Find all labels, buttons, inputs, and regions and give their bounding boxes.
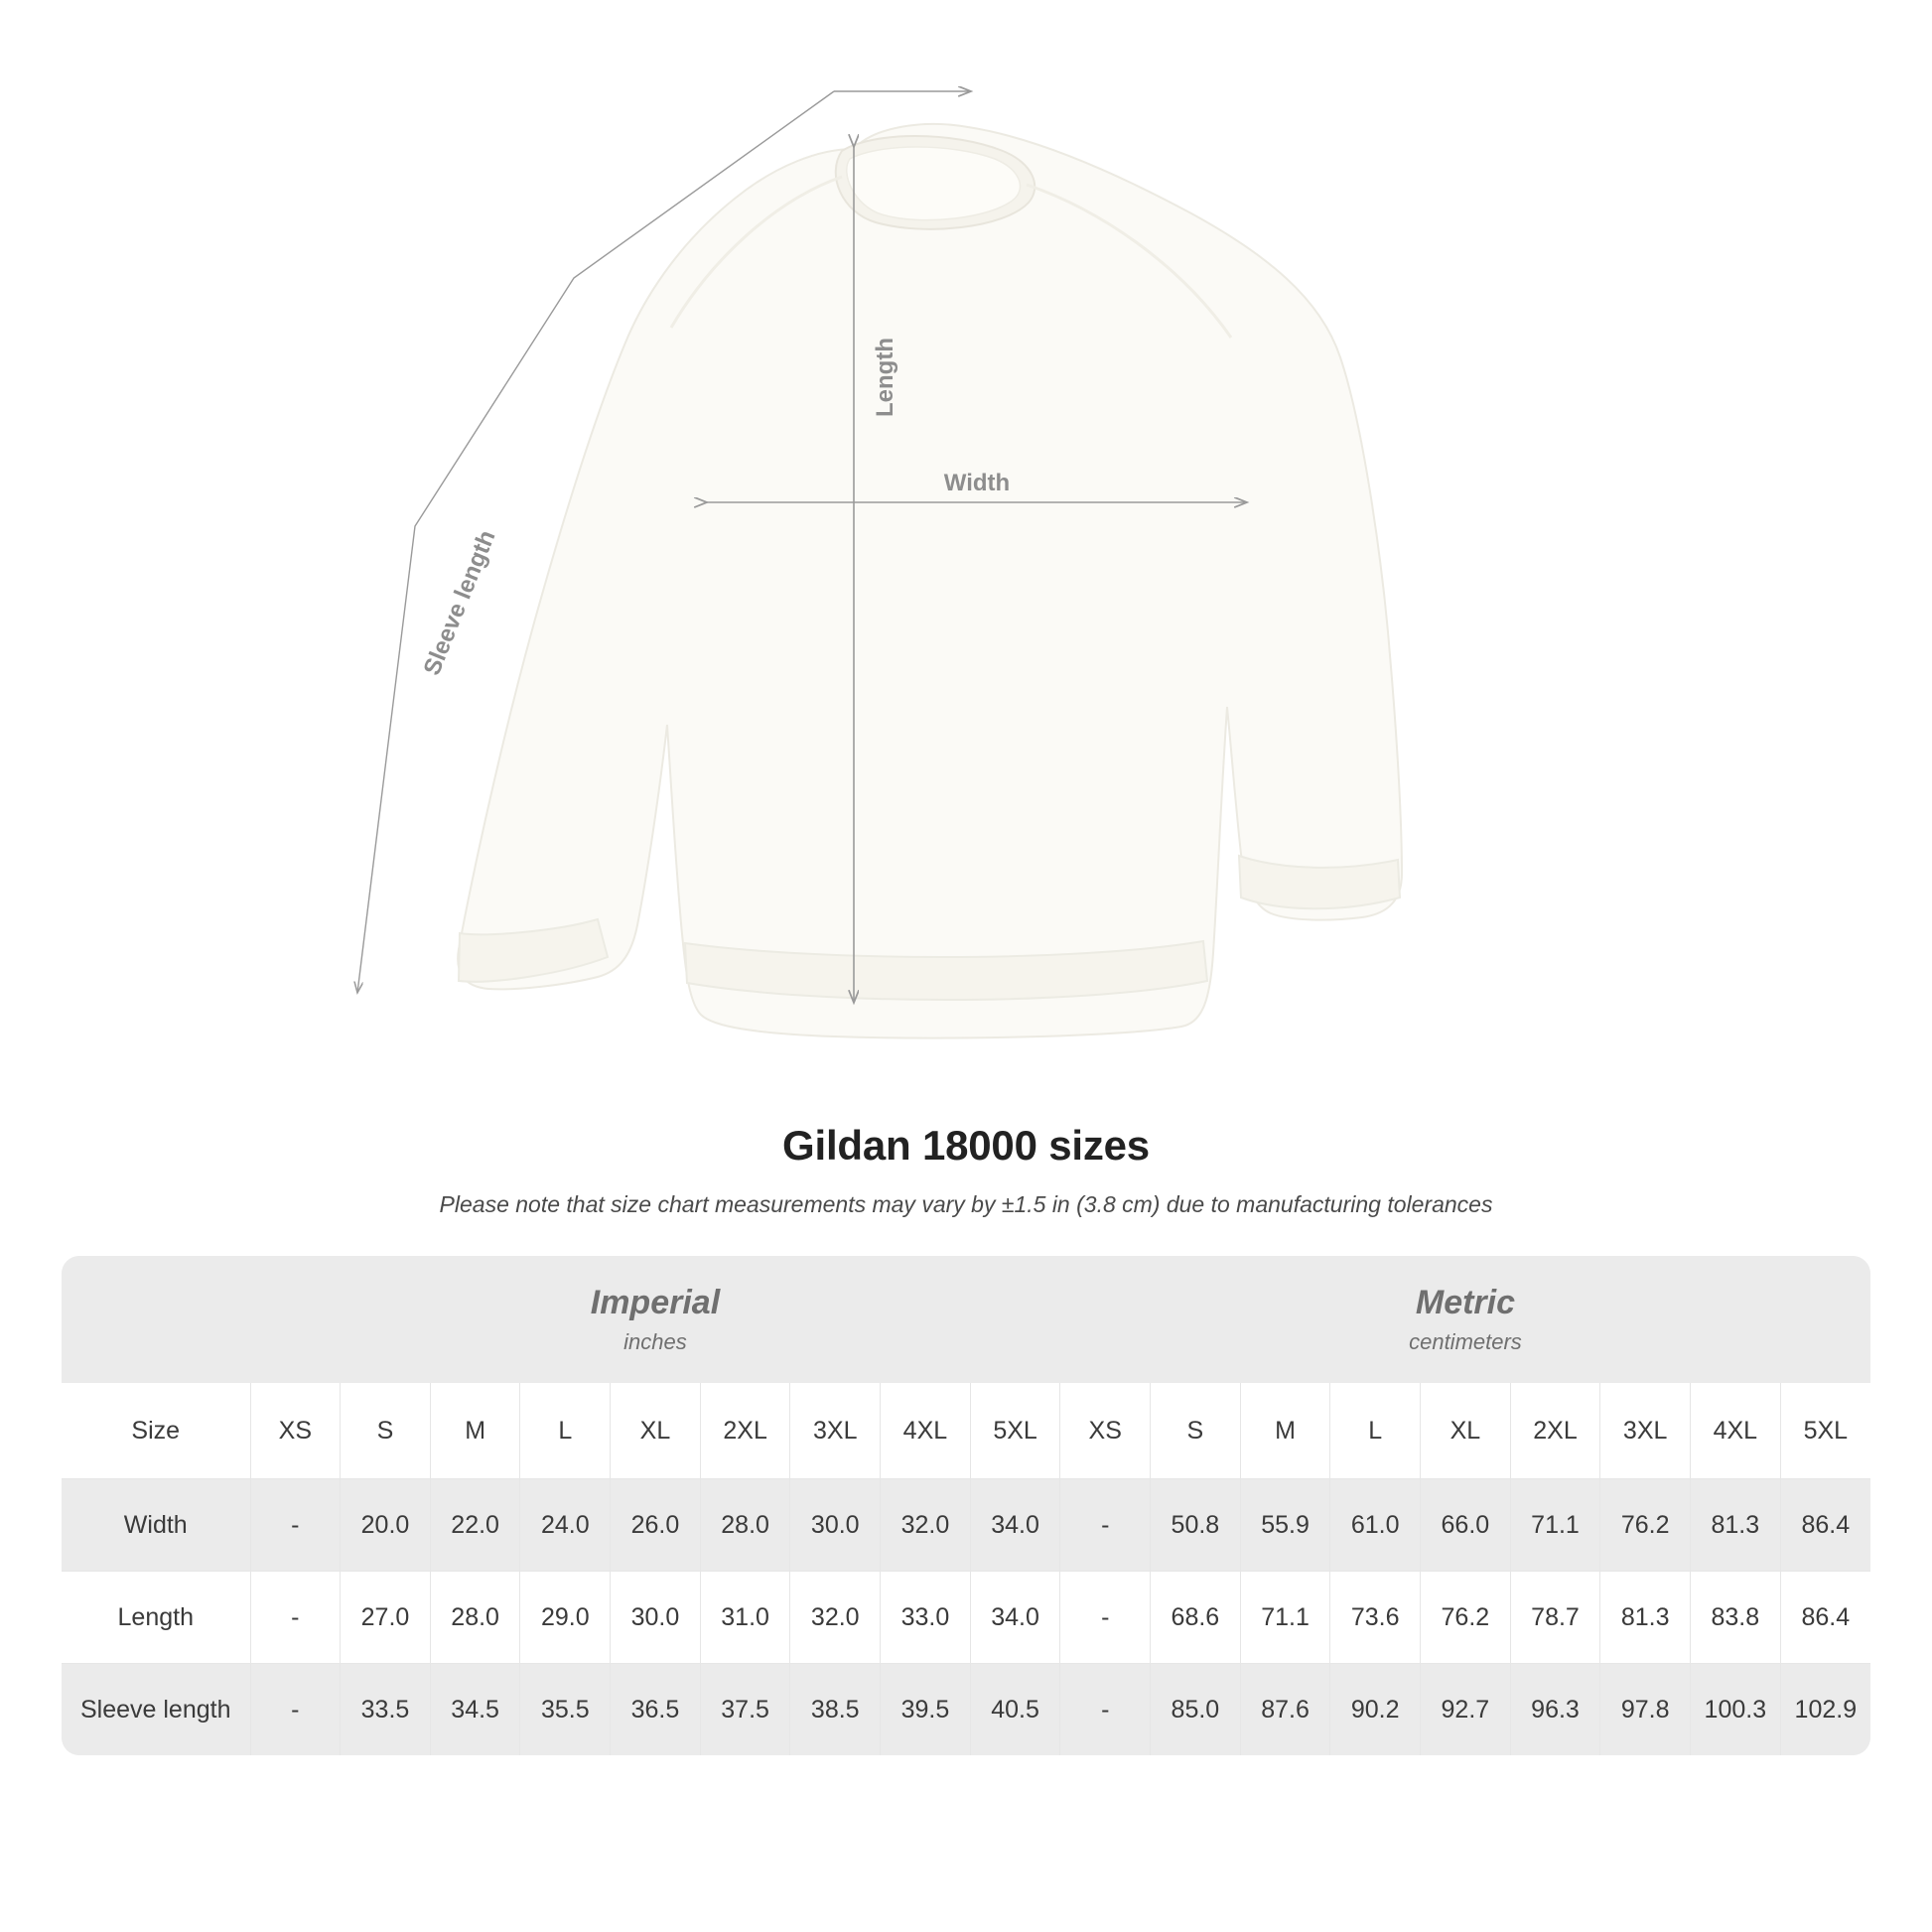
cell-width-metric-l: 61.0 bbox=[1330, 1479, 1421, 1572]
header-metric-xs: XS bbox=[1060, 1383, 1151, 1479]
cell-length-metric-xl: 76.2 bbox=[1421, 1572, 1511, 1664]
cell-length-metric-m: 71.1 bbox=[1240, 1572, 1330, 1664]
size-header-row bbox=[62, 1383, 1870, 1479]
cell-width-imperial-m: 22.0 bbox=[430, 1479, 520, 1572]
cell-width-metric-m: 55.9 bbox=[1240, 1479, 1330, 1572]
header-metric-xl: XL bbox=[1421, 1383, 1511, 1479]
table-row bbox=[62, 1664, 1870, 1756]
cell-width-metric-5xl: 86.4 bbox=[1780, 1479, 1870, 1572]
header-imperial-m: M bbox=[430, 1383, 520, 1479]
cell-length-imperial-3xl: 32.0 bbox=[790, 1572, 881, 1664]
header-imperial-4xl: 4XL bbox=[881, 1383, 971, 1479]
cell-width-metric-xs: - bbox=[1060, 1479, 1151, 1572]
cell-sleeve-metric-xs: - bbox=[1060, 1664, 1151, 1756]
cell-sleeve-metric-l: 90.2 bbox=[1330, 1664, 1421, 1756]
header-metric-5xl: 5XL bbox=[1780, 1383, 1870, 1479]
cell-width-metric-2xl: 71.1 bbox=[1510, 1479, 1600, 1572]
cell-length-imperial-m: 28.0 bbox=[430, 1572, 520, 1664]
header-imperial-l: L bbox=[520, 1383, 611, 1479]
cell-length-imperial-xl: 30.0 bbox=[611, 1572, 701, 1664]
cell-sleeve-imperial-m: 34.5 bbox=[430, 1664, 520, 1756]
header-imperial-3xl: 3XL bbox=[790, 1383, 881, 1479]
garment-shape bbox=[458, 124, 1402, 1038]
cell-length-imperial-4xl: 33.0 bbox=[881, 1572, 971, 1664]
cell-width-imperial-2xl: 28.0 bbox=[700, 1479, 790, 1572]
row-label-length: Length bbox=[62, 1572, 250, 1664]
title-block bbox=[0, 1122, 1932, 1218]
header-metric-l: L bbox=[1330, 1383, 1421, 1479]
cell-width-metric-s: 50.8 bbox=[1151, 1479, 1241, 1572]
unit-header-metric bbox=[1060, 1256, 1870, 1383]
cell-width-imperial-s: 20.0 bbox=[341, 1479, 431, 1572]
table-row bbox=[62, 1572, 1870, 1664]
cell-width-imperial-l: 24.0 bbox=[520, 1479, 611, 1572]
header-metric-3xl: 3XL bbox=[1600, 1383, 1691, 1479]
header-imperial-s: S bbox=[341, 1383, 431, 1479]
size-header-label: Size bbox=[62, 1383, 250, 1479]
cell-sleeve-metric-5xl: 102.9 bbox=[1780, 1664, 1870, 1756]
header-metric-s: S bbox=[1151, 1383, 1241, 1479]
cell-width-imperial-xs: - bbox=[250, 1479, 341, 1572]
cell-length-metric-3xl: 81.3 bbox=[1600, 1572, 1691, 1664]
unit-header-row bbox=[62, 1256, 1870, 1383]
width-label: Width bbox=[943, 470, 1011, 496]
header-metric-m: M bbox=[1240, 1383, 1330, 1479]
table-row bbox=[62, 1479, 1870, 1572]
cell-width-imperial-5xl: 34.0 bbox=[970, 1479, 1060, 1572]
cell-length-metric-2xl: 78.7 bbox=[1510, 1572, 1600, 1664]
cell-sleeve-imperial-5xl: 40.5 bbox=[970, 1664, 1060, 1756]
cell-sleeve-imperial-xl: 36.5 bbox=[611, 1664, 701, 1756]
cell-length-imperial-l: 29.0 bbox=[520, 1572, 611, 1664]
cell-sleeve-imperial-s: 33.5 bbox=[341, 1664, 431, 1756]
length-label: Length bbox=[872, 338, 898, 417]
page-title: Gildan 18000 sizes bbox=[782, 1122, 1150, 1169]
header-metric-2xl: 2XL bbox=[1510, 1383, 1600, 1479]
cell-length-imperial-xs: - bbox=[250, 1572, 341, 1664]
cell-length-metric-xs: - bbox=[1060, 1572, 1151, 1664]
header-metric-4xl: 4XL bbox=[1691, 1383, 1781, 1479]
sleeve-length-label: Sleeve length bbox=[418, 526, 501, 679]
metric-name: Metric bbox=[1415, 1284, 1516, 1322]
cell-sleeve-metric-s: 85.0 bbox=[1151, 1664, 1241, 1756]
cell-width-imperial-3xl: 30.0 bbox=[790, 1479, 881, 1572]
cell-sleeve-metric-m: 87.6 bbox=[1240, 1664, 1330, 1756]
size-table bbox=[62, 1256, 1870, 1755]
row-label-sleeve-length: Sleeve length bbox=[62, 1664, 250, 1756]
cell-width-imperial-xl: 26.0 bbox=[611, 1479, 701, 1572]
imperial-name: Imperial bbox=[590, 1284, 721, 1322]
cell-sleeve-imperial-4xl: 39.5 bbox=[881, 1664, 971, 1756]
cell-length-imperial-5xl: 34.0 bbox=[970, 1572, 1060, 1664]
cell-sleeve-imperial-l: 35.5 bbox=[520, 1664, 611, 1756]
cell-length-metric-l: 73.6 bbox=[1330, 1572, 1421, 1664]
unit-header-spacer bbox=[62, 1256, 250, 1383]
cell-sleeve-metric-2xl: 96.3 bbox=[1510, 1664, 1600, 1756]
tolerance-note: Please note that size chart measurements may vary by ±1.5 in (3.8 cm) due to manufacturing tolerances bbox=[439, 1191, 1493, 1217]
unit-header-imperial bbox=[250, 1256, 1060, 1383]
cell-sleeve-imperial-xs: - bbox=[250, 1664, 341, 1756]
size-table-wrapper bbox=[62, 1256, 1870, 1755]
cell-length-metric-4xl: 83.8 bbox=[1691, 1572, 1781, 1664]
header-imperial-2xl: 2XL bbox=[700, 1383, 790, 1479]
header-imperial-xs: XS bbox=[250, 1383, 341, 1479]
cell-sleeve-imperial-3xl: 38.5 bbox=[790, 1664, 881, 1756]
metric-sub: centimeters bbox=[1409, 1328, 1522, 1354]
row-label-width: Width bbox=[62, 1479, 250, 1572]
cell-width-metric-xl: 66.0 bbox=[1421, 1479, 1511, 1572]
header-imperial-xl: XL bbox=[611, 1383, 701, 1479]
cell-sleeve-metric-xl: 92.7 bbox=[1421, 1664, 1511, 1756]
cell-width-metric-4xl: 81.3 bbox=[1691, 1479, 1781, 1572]
header-imperial-5xl: 5XL bbox=[970, 1383, 1060, 1479]
cell-length-metric-s: 68.6 bbox=[1151, 1572, 1241, 1664]
cell-length-metric-5xl: 86.4 bbox=[1780, 1572, 1870, 1664]
cell-width-imperial-4xl: 32.0 bbox=[881, 1479, 971, 1572]
cell-sleeve-imperial-2xl: 37.5 bbox=[700, 1664, 790, 1756]
cell-length-imperial-2xl: 31.0 bbox=[700, 1572, 790, 1664]
cell-sleeve-metric-4xl: 100.3 bbox=[1691, 1664, 1781, 1756]
cell-width-metric-3xl: 76.2 bbox=[1600, 1479, 1691, 1572]
imperial-sub: inches bbox=[623, 1328, 687, 1354]
cell-length-imperial-s: 27.0 bbox=[341, 1572, 431, 1664]
cell-sleeve-metric-3xl: 97.8 bbox=[1600, 1664, 1691, 1756]
